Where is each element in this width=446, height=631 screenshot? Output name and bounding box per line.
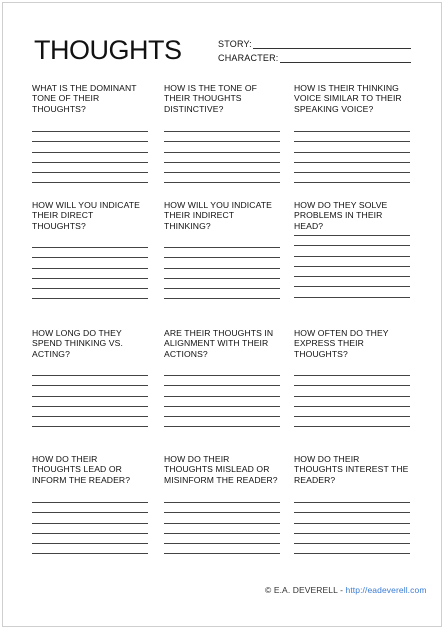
story-field xyxy=(218,40,252,49)
question-text: ARE THEIR THOUGHTS IN ALIGNMENT WITH THEIR ACTIONS? xyxy=(164,328,274,359)
question-cell xyxy=(164,328,280,368)
question-text: HOW OFTEN DO THEY EXPRESS THEIR THOUGHTS? xyxy=(294,328,389,359)
question-cell xyxy=(164,454,280,494)
character-label: CHARACTER: xyxy=(218,53,279,63)
answer-lines[interactable] xyxy=(294,375,410,437)
worksheet-page xyxy=(2,2,442,627)
answer-lines[interactable] xyxy=(164,375,280,437)
website-link[interactable]: http://eadeverell.com xyxy=(345,585,427,595)
question-text: HOW WILL YOU INDICATE THEIR DIRECT THOUGHTS? xyxy=(32,200,140,231)
character-field xyxy=(218,54,279,63)
footer-credit xyxy=(265,585,427,595)
story-input-line[interactable] xyxy=(253,48,411,49)
answer-lines[interactable] xyxy=(164,502,280,564)
question-cell xyxy=(32,83,148,123)
answer-lines[interactable] xyxy=(32,502,148,564)
question-text: WHAT IS THE DOMINANT TONE OF THEIR THOUGHTS? xyxy=(32,83,137,114)
answer-lines[interactable] xyxy=(164,247,280,309)
question-text: HOW IS THE TONE OF THEIR THOUGHTS DISTINCTIVE? xyxy=(164,83,257,114)
question-text: HOW DO THEIR THOUGHTS MISLEAD OR MISINFORM THE READER? xyxy=(164,454,278,485)
question-cell xyxy=(164,83,280,123)
answer-lines[interactable] xyxy=(294,502,410,564)
answer-lines[interactable] xyxy=(32,247,148,309)
character-input-line[interactable] xyxy=(280,62,411,63)
question-cell xyxy=(32,328,148,368)
answer-lines[interactable] xyxy=(294,235,410,307)
question-cell xyxy=(294,200,410,240)
question-cell xyxy=(164,200,280,240)
question-text: HOW LONG DO THEY SPEND THINKING VS. ACTING? xyxy=(32,328,123,359)
story-label: STORY: xyxy=(218,39,252,49)
question-text: HOW WILL YOU INDICATE THEIR INDIRECT THINKING? xyxy=(164,200,272,231)
question-cell xyxy=(32,454,148,494)
page-title: THOUGHTS xyxy=(34,35,182,65)
question-cell xyxy=(294,454,410,494)
question-text: HOW DO THEIR THOUGHTS LEAD OR INFORM THE READER? xyxy=(32,454,131,485)
question-cell xyxy=(32,200,148,240)
question-text: HOW IS THEIR THINKING VOICE SIMILAR TO THEIR SPEAKING VOICE? xyxy=(294,83,402,114)
answer-lines[interactable] xyxy=(32,375,148,437)
copyright-text: © E.A. DEVERELL - xyxy=(265,585,346,595)
question-cell xyxy=(294,83,410,123)
question-text: HOW DO THEY SOLVE PROBLEMS IN THEIR HEAD? xyxy=(294,200,388,231)
answer-lines[interactable] xyxy=(294,131,410,193)
question-cell xyxy=(294,328,410,368)
answer-lines[interactable] xyxy=(32,131,148,193)
question-text: HOW DO THEIR THOUGHTS INTEREST THE READER? xyxy=(294,454,409,485)
answer-lines[interactable] xyxy=(164,131,280,193)
